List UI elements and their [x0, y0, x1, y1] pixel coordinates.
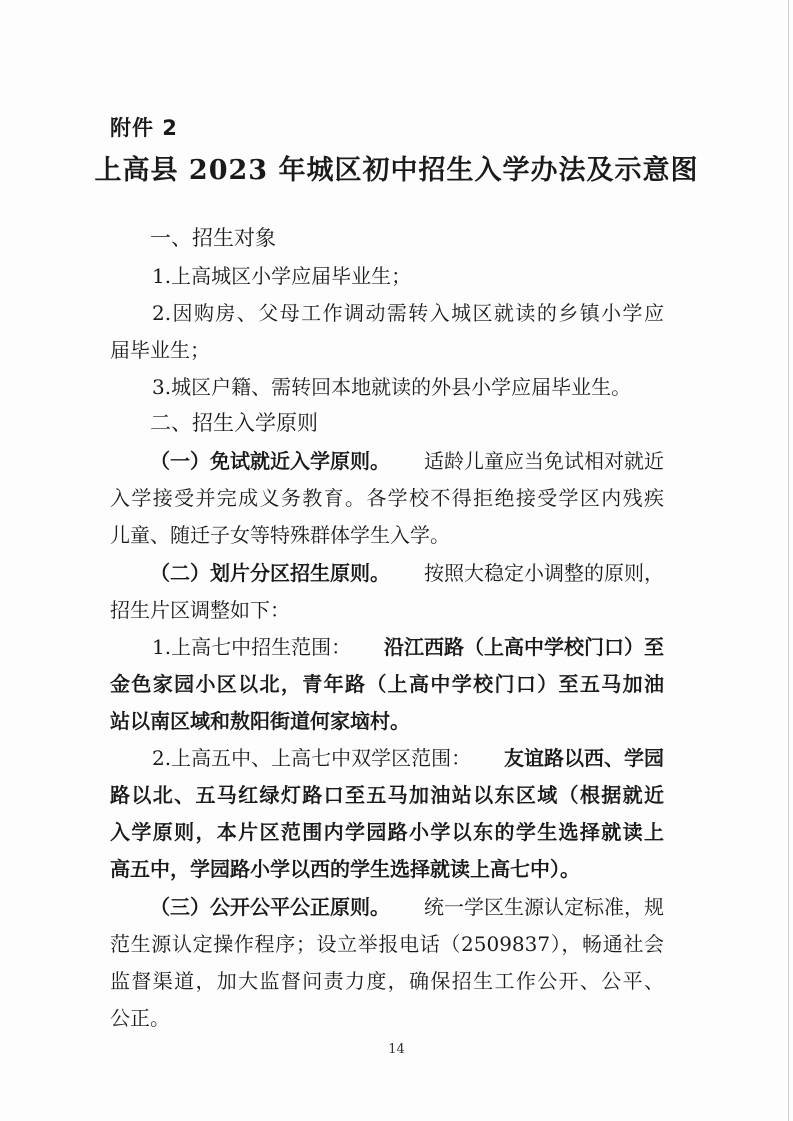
principle3-line2: 范生源认定操作程序；设立举报电话（2509837），畅通社会	[110, 932, 664, 956]
principle1-title: （一）免试就近入学原则。	[150, 449, 390, 473]
zone2-line1	[152, 745, 664, 771]
section1-item2-line2: 届毕业生；	[110, 338, 210, 362]
zone1-line1-text: 沿江西路（上高中学校门口）至	[384, 635, 664, 659]
zone1-line2: 金色家园小区以北，青年路（上高中学校门口）至五马加油	[110, 672, 664, 696]
document-title: 上高县 2023 年城区初中招生入学办法及示意图	[94, 155, 699, 186]
zone2-line3: 入学原则，本片区范围内学园路小学以东的学生选择就读上	[110, 820, 664, 844]
principle3-line1	[150, 894, 664, 920]
zone2-line2: 路以北、五马红绿灯路口至五马加油站以东区域（根据就近	[110, 783, 664, 807]
page-number: 14	[388, 1042, 405, 1057]
principle1-line1	[150, 448, 664, 474]
zone2-line1-text: 友谊路以西、学园	[504, 746, 664, 770]
principle1-line3: 儿童、随迁子女等特殊群体学生入学。	[110, 523, 450, 547]
zone1-line3: 站以南区域和敖阳街道何家垴村。	[110, 709, 410, 733]
zone1-prefix: 1.上高七中招生范围：	[152, 635, 352, 659]
section1-heading: 一、招生对象	[150, 226, 276, 250]
principle3-line1-text: 统一学区生源认定标准，规	[424, 895, 664, 919]
section1-item3: 3.城区户籍、需转回本地就读的外县小学应届毕业生。	[152, 375, 632, 399]
zone2-prefix: 2.上高五中、上高七中双学区范围：	[152, 746, 472, 770]
principle2-title: （二）划片分区招生原则。	[150, 561, 390, 585]
principle2-line2: 招生片区调整如下：	[110, 598, 290, 622]
principle2-line1	[150, 560, 664, 586]
zone2-line4: 高五中，学园路小学以西的学生选择就读上高七中）。	[110, 857, 580, 881]
section1-item2-line1: 2.因购房、父母工作调动需转入城区就读的乡镇小学应	[152, 301, 664, 325]
principle1-line2: 入学接受并完成义务教育。各学校不得拒绝接受学区内残疾	[110, 486, 664, 510]
principle3-line3: 监督渠道，加大监督问责力度，确保招生工作公开、公平、	[110, 969, 664, 993]
principle2-line1-text: 按照大稳定小调整的原则，	[424, 561, 664, 585]
principle3-title: （三）公开公平公正原则。	[150, 895, 390, 919]
section2-heading: 二、招生入学原则	[150, 411, 318, 435]
attachment-label: 附件 2	[110, 116, 178, 140]
principle3-line4: 公正。	[110, 1006, 170, 1030]
principle1-line1-text: 适龄儿童应当免试相对就近	[424, 449, 664, 473]
section1-item1: 1.上高城区小学应届毕业生；	[152, 264, 412, 288]
zone1-line1	[152, 634, 664, 660]
